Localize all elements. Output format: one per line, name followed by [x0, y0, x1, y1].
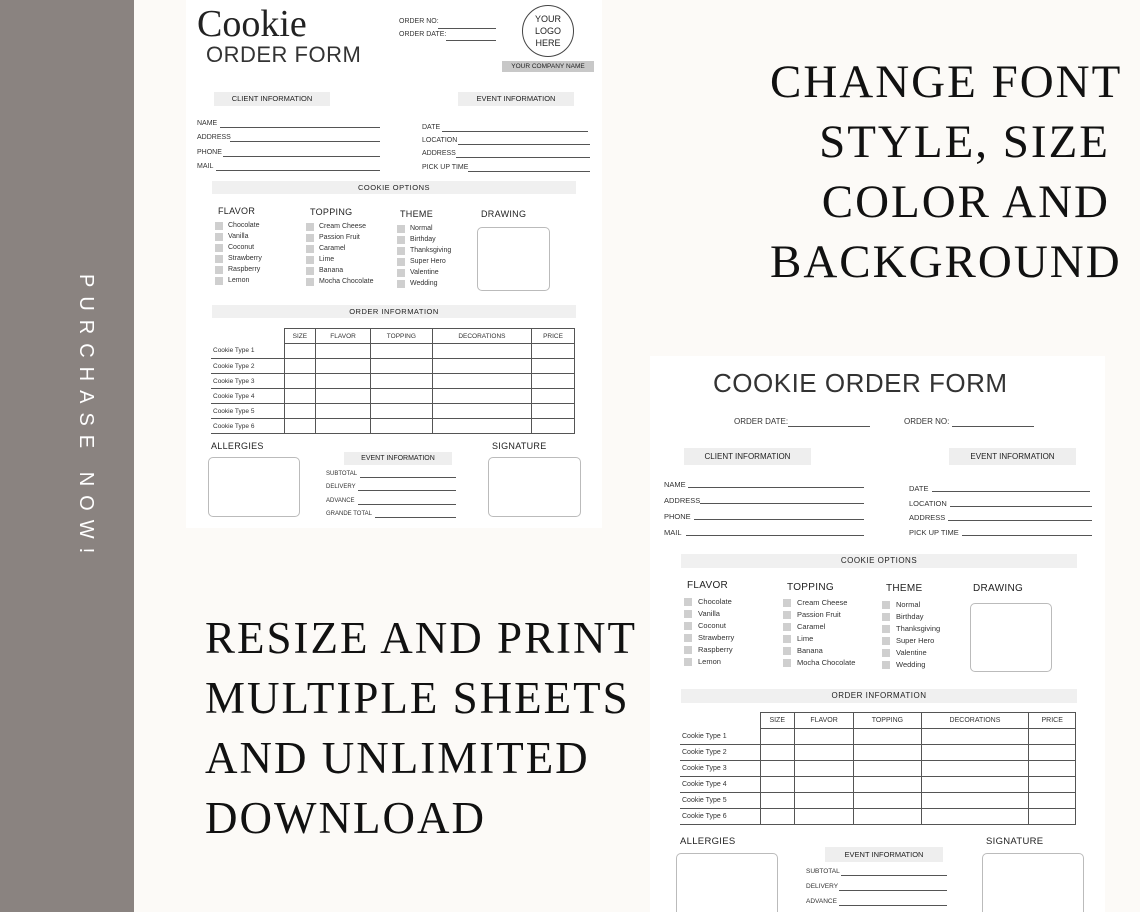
row-label: Cookie Type 2: [680, 745, 760, 761]
promo-line: STYLE, SIZE: [819, 116, 1110, 168]
option-label: Valentine: [896, 648, 927, 657]
delivery-line[interactable]: [358, 490, 456, 491]
table-cell[interactable]: [284, 359, 316, 374]
subtotal-label: SUBTOTAL: [326, 471, 358, 477]
order-date-label: ORDER DATE:: [734, 417, 789, 426]
address-line[interactable]: [700, 503, 864, 504]
delivery-label: DELIVERY: [326, 484, 356, 490]
allergies-box[interactable]: [208, 457, 300, 517]
name-label: NAME: [664, 480, 686, 489]
table-cell[interactable]: [1029, 729, 1076, 745]
table-cell[interactable]: [284, 419, 316, 434]
location-label: LOCATION: [422, 137, 458, 144]
allergies-title: ALLERGIES: [211, 441, 264, 451]
col-header: DECORATIONS: [921, 713, 1029, 729]
option-label: Mocha Chocolate: [319, 278, 374, 285]
table-cell[interactable]: [316, 389, 371, 404]
table-cell[interactable]: [921, 777, 1029, 793]
checkbox-lemon[interactable]: [684, 658, 692, 666]
event-address-label: ADDRESS: [422, 150, 456, 157]
signature-title: SIGNATURE: [986, 836, 1044, 847]
name-line[interactable]: [220, 127, 380, 128]
table-cell[interactable]: [921, 793, 1029, 809]
location-label: LOCATION: [909, 499, 947, 508]
table-cell[interactable]: [284, 389, 316, 404]
checkbox-strawberry[interactable]: [684, 634, 692, 642]
checkbox-raspberry[interactable]: [684, 646, 692, 654]
checkbox-banana[interactable]: [783, 647, 791, 655]
option-label: Wedding: [896, 660, 926, 669]
option-label: Wedding: [410, 280, 438, 287]
checkbox-wedding[interactable]: [397, 280, 405, 288]
option-label: Mocha Chocolate: [797, 658, 856, 667]
address-line[interactable]: [230, 141, 380, 142]
checkbox-passion-fruit[interactable]: [306, 234, 314, 242]
order-form-sheet-1: [186, 0, 602, 528]
checkbox-coconut[interactable]: [215, 244, 223, 252]
col-header: PRICE: [532, 329, 575, 344]
table-cell[interactable]: [854, 729, 921, 745]
table-cell[interactable]: [760, 729, 794, 745]
event-address-line[interactable]: [456, 157, 590, 158]
table-cell[interactable]: [921, 745, 1029, 761]
checkbox-normal[interactable]: [882, 601, 890, 609]
phone-label: PHONE: [664, 512, 691, 521]
pickup-time-line[interactable]: [962, 535, 1092, 536]
drawing-title: DRAWING: [973, 583, 1024, 594]
table-cell[interactable]: [760, 761, 794, 777]
table-cell[interactable]: [370, 404, 432, 419]
table-cell[interactable]: [432, 419, 531, 434]
form-subtitle: ORDER FORM: [206, 42, 362, 67]
checkbox-lime[interactable]: [783, 635, 791, 643]
address-label: ADDRESS: [197, 134, 231, 141]
option-label: Normal: [410, 225, 433, 232]
option-label: Chocolate: [698, 597, 732, 606]
row-label: Cookie Type 3: [680, 761, 760, 777]
option-label: Coconut: [228, 244, 255, 251]
option-label: Vanilla: [698, 609, 720, 618]
checkbox-cream-cheese[interactable]: [306, 223, 314, 231]
logo-line: LOGO: [534, 26, 561, 36]
table-cell[interactable]: [854, 809, 921, 825]
subtotal-label: SUBTOTAL: [806, 868, 840, 875]
option-label: Cream Cheese: [319, 223, 367, 230]
promo-text-customize: [770, 52, 1123, 292]
option-label: Lemon: [228, 277, 250, 284]
table-cell[interactable]: [532, 389, 575, 404]
option-label: Normal: [896, 600, 921, 609]
table-cell[interactable]: [854, 793, 921, 809]
event-address-label: ADDRESS: [909, 513, 946, 522]
option-label: Raspberry: [228, 266, 261, 273]
table-row: [680, 809, 1076, 825]
subtotal-line[interactable]: [360, 477, 456, 478]
flavor-title: FLAVOR: [218, 206, 256, 216]
pickup-time-line[interactable]: [468, 171, 590, 172]
table-cell[interactable]: [284, 344, 316, 359]
table-cell[interactable]: [532, 374, 575, 389]
theme-title: THEME: [400, 209, 433, 219]
order-no-label: ORDER NO:: [399, 18, 439, 25]
sidebar-banner[interactable]: [0, 0, 134, 912]
phone-line[interactable]: [223, 156, 380, 157]
promo-line: RESIZE AND PRINT: [205, 613, 638, 663]
checkbox-wedding[interactable]: [882, 661, 890, 669]
checkbox-strawberry[interactable]: [215, 255, 223, 263]
table-cell[interactable]: [1029, 761, 1076, 777]
table-cell[interactable]: [1029, 777, 1076, 793]
table-row: [680, 745, 1076, 761]
event-info-header: EVENT INFORMATION: [949, 448, 1076, 465]
row-label: Cookie Type 5: [211, 404, 284, 419]
name-line[interactable]: [688, 487, 864, 488]
order-table: [211, 328, 575, 434]
table-cell[interactable]: [316, 419, 371, 434]
row-label: Cookie Type 6: [680, 809, 760, 825]
promo-text-print: [205, 608, 637, 848]
table-cell[interactable]: [794, 793, 853, 809]
checkbox-mocha-chocolate[interactable]: [783, 659, 791, 667]
advance-line[interactable]: [358, 504, 456, 505]
date-line[interactable]: [442, 131, 588, 132]
table-cell[interactable]: [432, 404, 531, 419]
checkbox-valentine[interactable]: [397, 269, 405, 277]
checkbox-raspberry[interactable]: [215, 266, 223, 274]
checkbox-lemon[interactable]: [215, 277, 223, 285]
table-row: [211, 419, 575, 434]
option-label: Caramel: [319, 245, 346, 252]
pickup-time-label: PICK UP TIME: [909, 528, 959, 537]
theme-title: THEME: [886, 583, 923, 594]
order-no-line[interactable]: [952, 426, 1034, 427]
table-cell[interactable]: [794, 729, 853, 745]
signature-box[interactable]: [982, 853, 1084, 912]
drawing-box[interactable]: [970, 603, 1052, 672]
drawing-box[interactable]: [477, 227, 550, 291]
table-row: [211, 389, 575, 404]
checkbox-birthday[interactable]: [397, 236, 405, 244]
table-cell[interactable]: [794, 809, 853, 825]
table-cell[interactable]: [794, 761, 853, 777]
row-label: Cookie Type 1: [680, 729, 760, 745]
cookie-options-header: COOKIE OPTIONS: [681, 554, 1077, 568]
table-cell[interactable]: [370, 344, 432, 359]
grande-total-label: GRANDE TOTAL: [326, 511, 373, 517]
option-label: Cream Cheese: [797, 598, 848, 607]
promo-line: CHANGE FONT: [770, 56, 1123, 108]
checkbox-coconut[interactable]: [684, 622, 692, 630]
table-cell[interactable]: [532, 359, 575, 374]
allergies-title: ALLERGIES: [680, 836, 736, 847]
promo-line: MULTIPLE SHEETS: [205, 673, 630, 723]
checkbox-vanilla[interactable]: [684, 610, 692, 618]
row-label: Cookie Type 6: [211, 419, 284, 434]
mail-line[interactable]: [686, 535, 864, 536]
table-cell[interactable]: [370, 374, 432, 389]
checkbox-passion-fruit[interactable]: [783, 611, 791, 619]
allergies-box[interactable]: [676, 853, 778, 912]
option-label: Strawberry: [698, 633, 735, 642]
col-header: TOPPING: [854, 713, 921, 729]
table-cell[interactable]: [921, 729, 1029, 745]
order-info-header: ORDER INFORMATION: [212, 305, 576, 318]
date-label: DATE: [422, 124, 441, 131]
logo-line: YOUR: [534, 14, 561, 24]
option-label: Thanksgiving: [410, 247, 452, 254]
table-cell[interactable]: [854, 745, 921, 761]
option-label: Banana: [797, 646, 823, 655]
table-cell[interactable]: [1029, 809, 1076, 825]
table-cell[interactable]: [532, 419, 575, 434]
checkbox-thanksgiving[interactable]: [397, 247, 405, 255]
checkbox-valentine[interactable]: [882, 649, 890, 657]
checkbox-thanksgiving[interactable]: [882, 625, 890, 633]
option-label: Birthday: [896, 612, 924, 621]
order-no-label: ORDER NO:: [904, 417, 950, 426]
name-label: NAME: [197, 120, 218, 127]
option-label: Lemon: [698, 657, 721, 666]
col-header: TOPPING: [370, 329, 432, 344]
table-cell[interactable]: [760, 745, 794, 761]
table-cell[interactable]: [432, 359, 531, 374]
option-label: Passion Fruit: [319, 234, 360, 241]
table-cell[interactable]: [370, 359, 432, 374]
checkbox-caramel[interactable]: [783, 623, 791, 631]
checkbox-normal[interactable]: [397, 225, 405, 233]
option-label: Valentine: [410, 269, 439, 276]
delivery-label: DELIVERY: [806, 883, 839, 890]
topping-title: TOPPING: [310, 207, 353, 217]
row-label: Cookie Type 3: [211, 374, 284, 389]
checkbox-banana[interactable]: [306, 267, 314, 275]
location-line[interactable]: [950, 506, 1092, 507]
col-header: FLAVOR: [794, 713, 853, 729]
option-label: Birthday: [410, 236, 436, 243]
table-row: [211, 359, 575, 374]
table-cell[interactable]: [854, 761, 921, 777]
logo-placeholder: [522, 5, 574, 57]
option-label: Thanksgiving: [896, 624, 941, 633]
table-row: [680, 777, 1076, 793]
pickup-time-label: PICK UP TIME: [422, 164, 469, 171]
order-date-label: ORDER DATE:: [399, 31, 447, 38]
phone-label: PHONE: [197, 149, 222, 156]
table-cell[interactable]: [1029, 793, 1076, 809]
order-form-sheet-2: [650, 356, 1105, 912]
table-cell[interactable]: [370, 389, 432, 404]
checkbox-super-hero[interactable]: [397, 258, 405, 266]
col-header: SIZE: [760, 713, 794, 729]
table-cell[interactable]: [432, 389, 531, 404]
event-info-header: EVENT INFORMATION: [458, 92, 574, 106]
option-label: Lime: [319, 256, 335, 263]
table-cell[interactable]: [854, 777, 921, 793]
topping-title: TOPPING: [787, 582, 834, 593]
promo-line: DOWNLOAD: [205, 793, 486, 843]
table-cell[interactable]: [284, 374, 316, 389]
table-row: [211, 344, 575, 359]
signature-title: SIGNATURE: [492, 441, 547, 451]
client-info-header: CLIENT INFORMATION: [214, 92, 330, 106]
date-line[interactable]: [932, 491, 1090, 492]
option-label: Chocolate: [228, 222, 260, 229]
table-cell[interactable]: [316, 359, 371, 374]
table-cell[interactable]: [284, 404, 316, 419]
flavor-title: FLAVOR: [687, 580, 729, 591]
table-cell[interactable]: [794, 745, 853, 761]
table-cell[interactable]: [316, 404, 371, 419]
table-cell[interactable]: [316, 344, 371, 359]
mail-label: MAIL: [664, 528, 682, 537]
subtotal-line[interactable]: [841, 875, 947, 876]
option-label: Passion Fruit: [797, 610, 841, 619]
advance-line[interactable]: [839, 905, 947, 906]
table-cell[interactable]: [532, 404, 575, 419]
table-cell[interactable]: [370, 419, 432, 434]
row-label: Cookie Type 1: [211, 344, 284, 359]
logo-line: HERE: [535, 38, 561, 48]
checkbox-vanilla[interactable]: [215, 233, 223, 241]
promo-line: AND UNLIMITED: [205, 733, 590, 783]
checkbox-lime[interactable]: [306, 256, 314, 264]
row-label: Cookie Type 2: [211, 359, 284, 374]
promo-line: BACKGROUND: [770, 236, 1122, 288]
option-label: Strawberry: [228, 255, 262, 262]
option-label: Super Hero: [896, 636, 935, 645]
advance-label: ADVANCE: [326, 498, 355, 504]
drawing-title: DRAWING: [481, 209, 527, 219]
checkbox-chocolate[interactable]: [215, 222, 223, 230]
signature-box[interactable]: [488, 457, 581, 517]
mail-label: MAIL: [197, 163, 214, 170]
form-title: COOKIE ORDER FORM: [713, 368, 1008, 398]
checkbox-cream-cheese[interactable]: [783, 599, 791, 607]
advance-label: ADVANCE: [806, 898, 837, 905]
phone-line[interactable]: [694, 519, 864, 520]
event-address-line[interactable]: [948, 520, 1092, 521]
col-header: FLAVOR: [316, 329, 371, 344]
table-row: [680, 761, 1076, 777]
totals-header: EVENT INFORMATION: [344, 452, 452, 465]
order-date-line[interactable]: [788, 426, 870, 427]
table-cell[interactable]: [1029, 745, 1076, 761]
table-row: [211, 374, 575, 389]
option-label: Banana: [319, 267, 344, 274]
option-label: Raspberry: [698, 645, 733, 654]
promo-line: COLOR AND: [821, 176, 1110, 228]
col-header: DECORATIONS: [432, 329, 531, 344]
option-label: Vanilla: [228, 233, 249, 240]
checkbox-birthday[interactable]: [882, 613, 890, 621]
table-row: [680, 793, 1076, 809]
order-date-line[interactable]: [446, 40, 496, 41]
table-cell[interactable]: [794, 777, 853, 793]
order-table: [680, 712, 1076, 825]
table-row: [680, 729, 1076, 745]
location-line[interactable]: [458, 144, 590, 145]
row-label: Cookie Type 4: [211, 389, 284, 404]
table-cell[interactable]: [760, 793, 794, 809]
table-cell[interactable]: [532, 344, 575, 359]
company-name-bar: YOUR COMPANY NAME: [502, 61, 594, 72]
mail-line[interactable]: [216, 170, 380, 171]
form-title: Cookie: [197, 3, 307, 45]
table-cell[interactable]: [760, 777, 794, 793]
table-cell[interactable]: [760, 809, 794, 825]
cookie-options-header: COOKIE OPTIONS: [212, 181, 576, 194]
checkbox-caramel[interactable]: [306, 245, 314, 253]
checkbox-chocolate[interactable]: [684, 598, 692, 606]
delivery-line[interactable]: [839, 890, 947, 891]
checkbox-mocha-chocolate[interactable]: [306, 278, 314, 286]
table-cell[interactable]: [432, 344, 531, 359]
table-row: [211, 404, 575, 419]
col-header: PRICE: [1029, 713, 1076, 729]
col-header: SIZE: [284, 329, 316, 344]
grande-total-line[interactable]: [375, 517, 456, 518]
address-label: ADDRESS: [664, 496, 701, 505]
option-label: Caramel: [797, 622, 826, 631]
purchase-now-button[interactable]: PURCHASE NOW!: [75, 274, 97, 563]
row-label: Cookie Type 4: [680, 777, 760, 793]
totals-header: EVENT INFORMATION: [825, 847, 943, 862]
table-cell[interactable]: [921, 761, 1029, 777]
order-info-header: ORDER INFORMATION: [681, 689, 1077, 703]
option-label: Super Hero: [410, 258, 446, 265]
checkbox-super-hero[interactable]: [882, 637, 890, 645]
option-label: Lime: [797, 634, 814, 643]
client-info-header: CLIENT INFORMATION: [684, 448, 811, 465]
table-cell[interactable]: [316, 374, 371, 389]
table-cell[interactable]: [921, 809, 1029, 825]
option-label: Coconut: [698, 621, 726, 630]
row-label: Cookie Type 5: [680, 793, 760, 809]
order-no-line[interactable]: [438, 28, 496, 29]
table-cell[interactable]: [432, 374, 531, 389]
date-label: DATE: [909, 484, 929, 493]
